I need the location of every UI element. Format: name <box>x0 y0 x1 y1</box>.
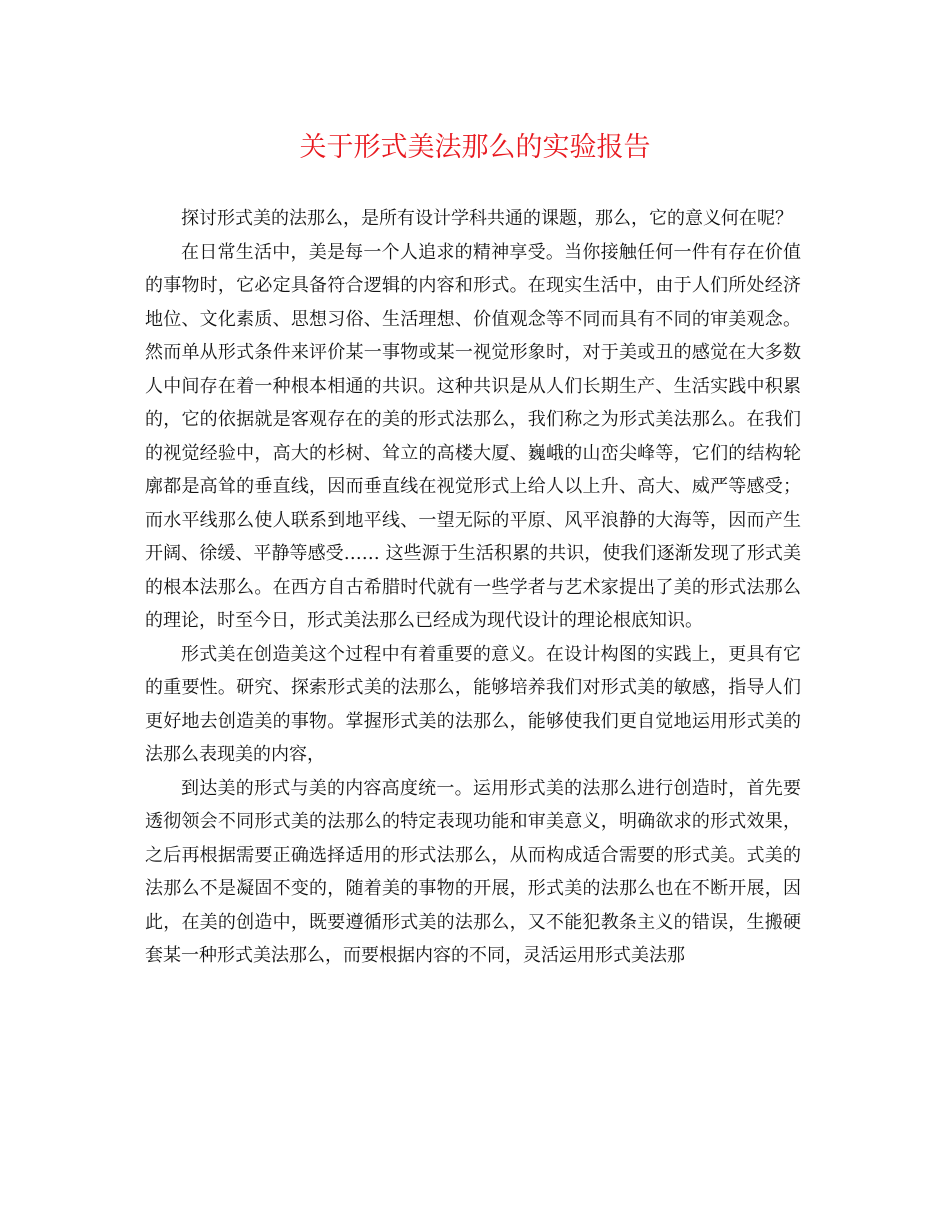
paragraph-daily-life: 在日常生活中，美是每一个人追求的精神享受。当你接触任何一件有存在价值的事物时，它必定具备符合逻辑的内容和形式。在现实生活中，由于人们所处经济地位、文化素质、思想习俗、生活理想、价值观念等不同而具有不同的审美观念。然而单从形式条件来评价某一事物或某一视觉形象时，对于美或丑的感觉在大多数人中间存在着一种根本相通的共识。这种共识是从人们长期生产、生活实践中积累的，它的依据就是客观存在的美的形式法那么，我们称之为形式美法那么。在我们的视觉经验中，高大的杉树、耸立的高楼大厦、巍峨的山峦尖峰等，它们的结构轮廓都是高耸的垂直线，因而垂直线在视觉形式上给人以上升、高大、威严等感受；而水平线那么使人联系到地平线、一望无际的平原、风平浪静的大海等，因而产生开阔、徐缓、平静等感受…… 这些源于生活积累的共识，使我们逐渐发现了形式美的根本法那么。在西方自古希腊时代就有一些学者与艺术家提出了美的形式法那么的理论，时至今日，形式美法那么已经成为现代设计的理论根底知识。 <box>145 241 801 631</box>
paragraph-significance: 形式美在创造美这个过程中有着重要的意义。在设计构图的实践上，更具有它的重要性。研究、探索形式美的法那么，能够培养我们对形式美的敏感，指导人们更好地去创造美的事物。掌握形式美的法那么，能够使我们更自觉地运用形式美的法那么表现美的内容， <box>145 643 801 765</box>
document-body <box>145 202 801 973</box>
document-title: 关于形式美法那么的实验报告 <box>299 132 651 163</box>
paragraph-intro: 探讨形式美的法那么，是所有设计学科共通的课题，那么，它的意义何在呢？ <box>181 208 793 229</box>
paragraph-unity: 到达美的形式与美的内容高度统一。运用形式美的法那么进行创造时，首先要透彻领会不同形式美的法那么的特定表现功能和审美意义，明确欲求的形式效果，之后再根据需要正确选择适用的形式法那么，从而构成适合需要的形式美。式美的法那么不是凝固不变的，随着美的事物的开展，形式美的法那么也在不断开展，因此，在美的创造中，既要遵循形式美的法那么，又不能犯教条主义的错误，生搬硬套某一种形式美法那么，而要根据内容的不同，灵活运用形式美法那 <box>145 777 801 966</box>
